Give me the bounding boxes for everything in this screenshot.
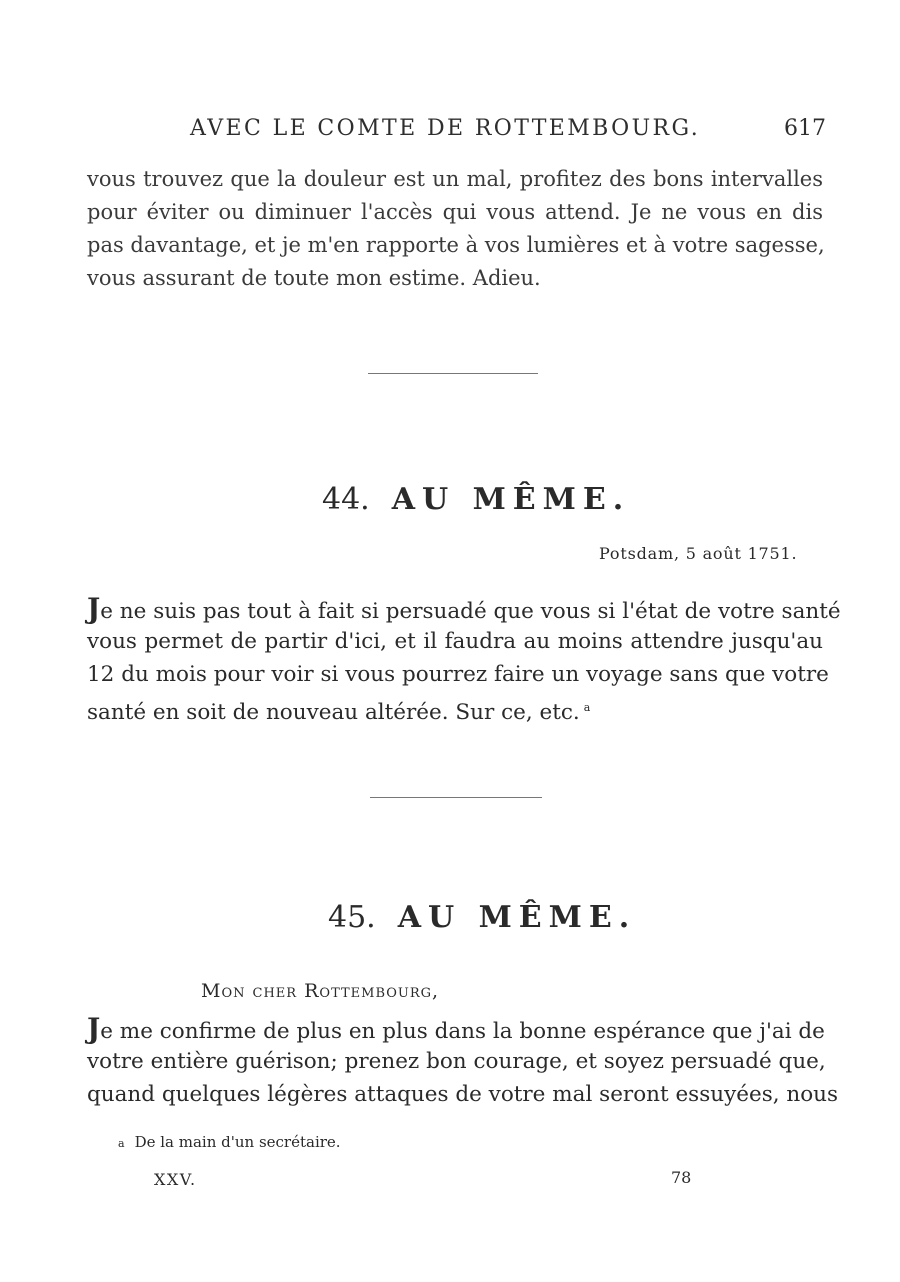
- running-head: AVEC LE COMTE DE ROTTEMBOURG.: [190, 116, 701, 141]
- footnote-marker: a: [583, 701, 591, 714]
- dateline: Potsdam, 5 août 1751.: [599, 544, 798, 563]
- signature-mark: 78: [671, 1168, 692, 1187]
- text-line: quand quelques légères attaques de votre mal seront essuyées, nous: [87, 1082, 839, 1107]
- text-line: vous trouvez que la douleur est un mal, profitez des bons intervalles: [87, 167, 823, 191]
- letter-heading: [328, 900, 636, 935]
- footnote-text: De la main d'un secrétaire.: [134, 1133, 341, 1151]
- drop-cap: J: [87, 592, 101, 625]
- section-divider: [370, 797, 542, 798]
- letter-heading: [322, 482, 630, 517]
- text-line: [87, 592, 841, 625]
- text-line: [87, 691, 823, 724]
- letter-title: AU MÊME.: [397, 900, 637, 935]
- footnote: [118, 1133, 341, 1151]
- text-line-content: santé en soit de nouveau altérée. Sur ce, etc.: [87, 700, 580, 726]
- drop-cap: J: [87, 1012, 101, 1045]
- text-line-content: e me confirme de plus en plus dans la bonne espérance que j'ai de: [100, 1019, 825, 1044]
- text-line-content: e ne suis pas tout à fait si persuadé que vous si l'état de votre santé: [100, 599, 841, 624]
- section-divider: [368, 373, 538, 374]
- letter-title: AU MÊME.: [391, 482, 631, 517]
- letter-number: 44.: [322, 482, 370, 517]
- text-line: vous permet de partir d'ici, et il faudra au moins attendre jusqu'au: [87, 629, 823, 654]
- text-line: [87, 1012, 823, 1045]
- volume-number: XXV.: [154, 1170, 197, 1189]
- letter-body: [87, 592, 841, 726]
- text-line: votre entière guérison; prenez bon courage, et soyez persuadé que,: [87, 1049, 826, 1074]
- text-line: pas davantage, et je m'en rapporte à vos lumières et à votre sagesse,: [87, 233, 825, 257]
- continuation-paragraph: [87, 163, 823, 295]
- page-number: 617: [784, 116, 826, 141]
- letter-number: 45.: [328, 900, 376, 935]
- text-line: pour éviter ou diminuer l'accès qui vous attend. Je ne vous en dis: [87, 200, 823, 224]
- text-line: vous assurant de toute mon estime. Adieu.: [87, 266, 541, 290]
- salutation: Mon cher Rottembourg,: [201, 980, 440, 1002]
- text-line: 12 du mois pour voir si vous pourrez faire un voyage sans que votre: [87, 662, 829, 687]
- letter-body: [87, 1012, 839, 1111]
- footnote-label: a: [118, 1137, 125, 1150]
